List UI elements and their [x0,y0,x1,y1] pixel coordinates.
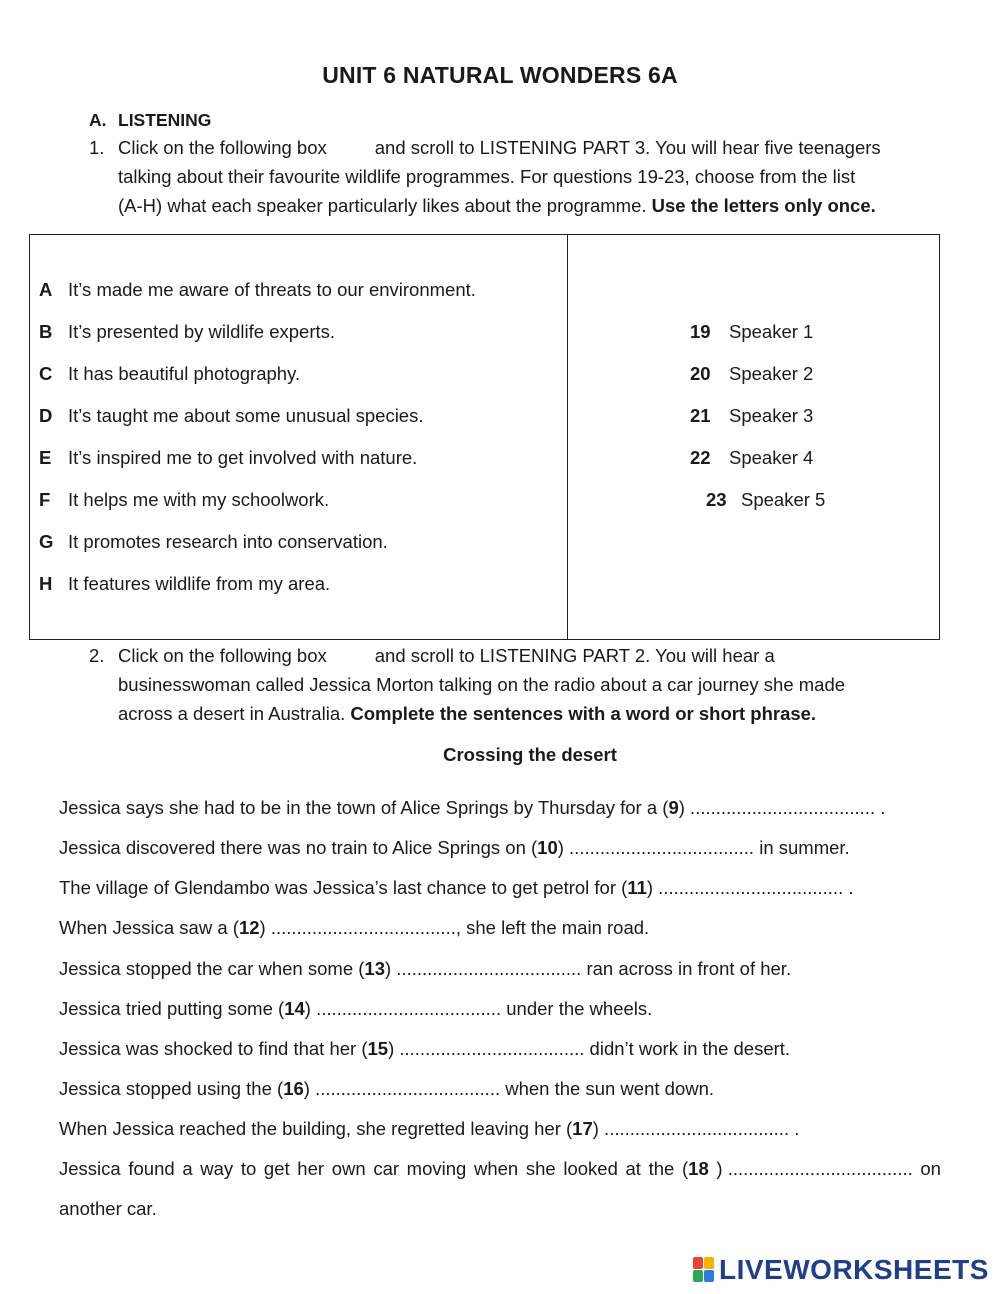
sentence-item: Jessica says she had to be in the town of Alice Springs by Thursday for a (9) .................................... . [59,797,886,818]
section-label: LISTENING [118,110,212,130]
option-item: C It has beautiful photography. [39,363,301,384]
option-item: E It’s inspired me to get involved with nature. [39,447,418,468]
instruction-text: (A-H) what each speaker particularly likes about the programme. [118,195,647,216]
sentence-item: Jessica stopped using the (16) .................................... when the sun went down. [59,1078,715,1099]
option-item: H It features wildlife from my area. [39,573,331,594]
answer-blank[interactable]: ) .................................... . [646,877,854,898]
sentence-item: When Jessica reached the building, she regretted leaving her (17) .................................... . [59,1118,800,1139]
answer-blank[interactable]: ) .................................... [716,1158,913,1179]
answer-blank[interactable]: ) .................................... didn’t work in the desert. [388,1038,791,1059]
option-item: G It promotes research into conservation. [39,531,388,552]
speaker-item[interactable]: 23 Speaker 5 [706,489,826,510]
instruction-emphasis: Use the letters only once. [651,195,876,216]
question-number: 2. [89,645,105,666]
sentence-item: Jessica discovered there was no train to Alice Springs on (10) .................................... in summer. [59,837,850,858]
question-2-instructions [89,641,949,728]
answer-blank[interactable]: ) .................................... in summer. [557,837,850,858]
option-item: B It’s presented by wildlife experts. [39,321,336,342]
answer-blank[interactable]: ) .................................... ran across in front of her. [384,958,792,979]
instruction-text: talking about their favourite wildlife programmes. For questions 19-23, choose from the list [118,166,856,187]
audio-box[interactable] [327,133,375,162]
sentence-item-justified: Jessica found a way to get her own car moving when she looked at the (18 ) .................................... on [59,1158,941,1179]
question-number: 1. [89,137,105,158]
exercise-subheading: Crossing the desert [443,744,617,765]
liveworksheets-logo[interactable] [693,1254,989,1286]
answer-blank[interactable]: ) .................................... when the sun went down. [303,1078,715,1099]
instruction-text: and scroll to LISTENING PART 3. You will hear five teenagers [374,137,881,158]
answer-blank[interactable]: ) ...................................., she left the main road. [259,917,650,938]
instruction-text: Click on the following box [118,137,327,158]
speaker-item[interactable]: 21 Speaker 3 [690,405,814,426]
audio-box[interactable] [327,641,375,670]
instruction-text: across a desert in Australia. [118,703,346,724]
instruction-text: and scroll to LISTENING PART 2. You will hear a [374,645,775,666]
sentence-item: Jessica tried putting some (14) .................................... under the wheels. [59,998,653,1019]
sentence-continuation: another car. [59,1198,157,1219]
answer-blank[interactable]: ) .................................... under the wheels. [304,998,653,1019]
sentence-item: The village of Glendambo was Jessica’s last chance to get petrol for (11) .................................... . [59,877,854,898]
sentence-item: When Jessica saw a (12) ...................................., she left the main road. [59,917,650,938]
matching-table [29,234,940,640]
answer-blank[interactable]: ) .................................... . [592,1118,800,1139]
speaker-item[interactable]: 22 Speaker 4 [690,447,814,468]
sentence-item: Jessica was shocked to find that her (15) .................................... didn’t work in the desert. [59,1038,791,1059]
page-title: UNIT 6 NATURAL WONDERS 6A [322,62,678,88]
instruction-emphasis: Complete the sentences with a word or short phrase. [350,703,817,724]
table-divider [567,235,568,639]
instruction-text: businesswoman called Jessica Morton talking on the radio about a car journey she made [118,674,846,695]
section-heading [89,110,211,131]
logo-text: LIVEWORKSHEETS [719,1254,989,1285]
option-item: F It helps me with my schoolwork. [39,489,330,510]
speaker-item[interactable]: 19 Speaker 1 [690,321,814,342]
option-item: D It’s taught me about some unusual species. [39,405,424,426]
question-1-instructions [89,133,949,220]
speaker-item[interactable]: 20 Speaker 2 [690,363,814,384]
option-item: A It’s made me aware of threats to our environment. [39,279,476,300]
logo-mark-icon [693,1257,715,1283]
instruction-text: Click on the following box [118,645,327,666]
answer-blank[interactable]: ) .................................... . [678,797,886,818]
sentence-item: Jessica stopped the car when some (13) .................................... ran across in front of her. [59,958,792,979]
section-letter: A. [89,110,107,130]
